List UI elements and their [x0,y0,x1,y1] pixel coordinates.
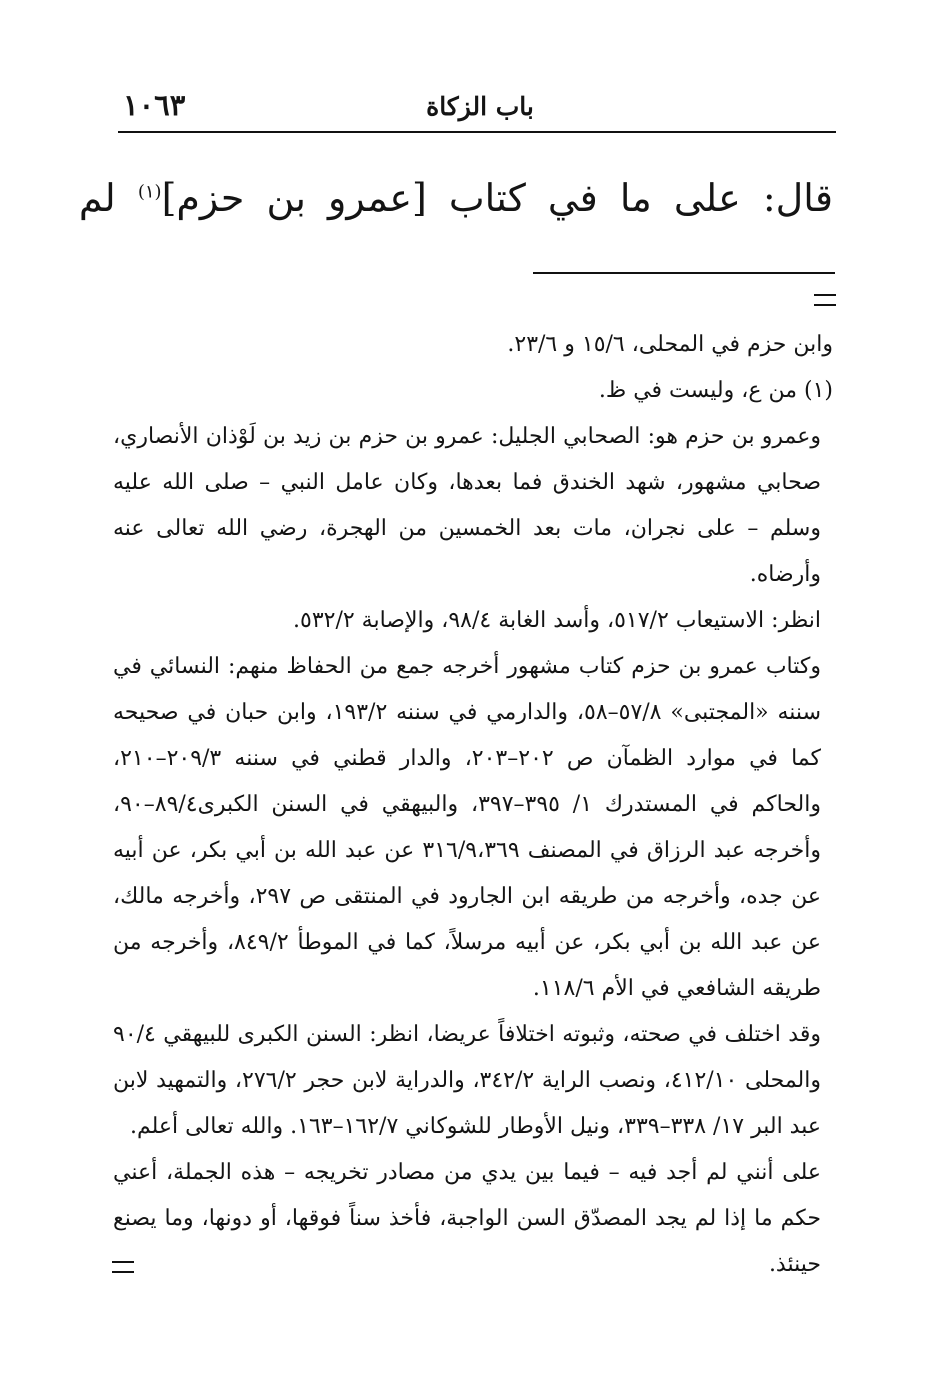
footnote-1-intro: (١) من ع، وليست في ظ. [598,378,833,403]
main-text-line [78,176,833,220]
main-text-body: قال: على ما في كتاب [عمرو بن حزم] [161,176,833,220]
footnote-1-paragraph: وقد اختلف في صحته، وثبوته اختلافاً عريضا، انظر: السنن الكبرى للبيهقي ٩٠/٤ والمحلى ٤١٢/١٠، ونصب الراية ٣٤٢/٢، والدراية لابن حجر ٢٧٦/٢، والتمهيد لابن عبد البر ١٧/ ٣٣٨–٣٣٩، ونيل الأوطار للشوكاني ١٦٢/٧–١٦٣. والله تعالى أعلم. [113,1022,821,1139]
footnote-separator [533,272,835,274]
chapter-title: باب الزكاة [426,92,534,121]
header-rule [118,131,836,133]
footnote-1-paragraph: وعمرو بن حزم هو: الصحابي الجليل: عمرو بن حزم بن زيد بن لَوْذان الأنصاري، صحابي مشهور، شهد الخندق فما بعدها، وكان عامل النبي – صلى الله عليه وسلم – على نجران، مات بعد الخمسين من الهجرة، رضي الله تعالى عنه وأرضاه. [113,424,821,587]
footnote-1-paragraph: انظر: الاستيعاب ٥١٧/٢، وأسد الغابة ٩٨/٤، والإصابة ٥٣٢/٢. [293,608,821,633]
footnote-continuation: وابن حزم في المحلى، ١٥/٦ و ٢٣/٦. [507,332,833,357]
page-number: ١٠٦٣ [123,88,186,122]
footnotes-section [113,322,833,1288]
footnote-1-paragraph: وكتاب عمرو بن حزم كتاب مشهور أخرجه جمع من الحفاظ منهم: النسائي في سننه «المجتبى» ٥٧/٨–٥٨، والدارمي في سننه ١٩٣/٢، وابن حبان في صحيحه كما في موارد الظمآن ص ٢٠٢–٢٠٣، والدار قطني في سننه ٢٠٩/٣–٢١٠، والحاكم في المستدرك ١/ ٣٩٥–٣٩٧، والبيهقي في السنن الكبرى٨٩/٤–٩٠، وأخرجه عبد الرزاق في المصنف ٣١٦/٩،٣٦٩ عن عبد الله بن أبي بكر، عن أبيه عن جده، وأخرجه من طريقه ابن الجارود في المنتقى ص ٢٩٧، وأخرجه مالك، عن عبد الله بن أبي بكر، عن أبيه مرسلاً، كما في الموطأ ٨٤٩/٢، وأخرجه من طريقه الشافعي في الأم ١١٨/٦. [113,654,822,1001]
continuation-mark-top [814,294,836,306]
footnote-reference: (١) [137,181,162,203]
main-text-trailing: لم [78,176,116,220]
continuation-mark-bottom [112,1261,134,1273]
footnote-1-paragraph: على أنني لم أجد فيه – فيما بين يدي من مصادر تخريجه – هذه الجملة، أعني حكم ما إذا لم يجد المصدّق السن الواجبة، فأخذ سناً فوقها، أو دونها، وما يصنع حينئذ. [113,1160,821,1277]
